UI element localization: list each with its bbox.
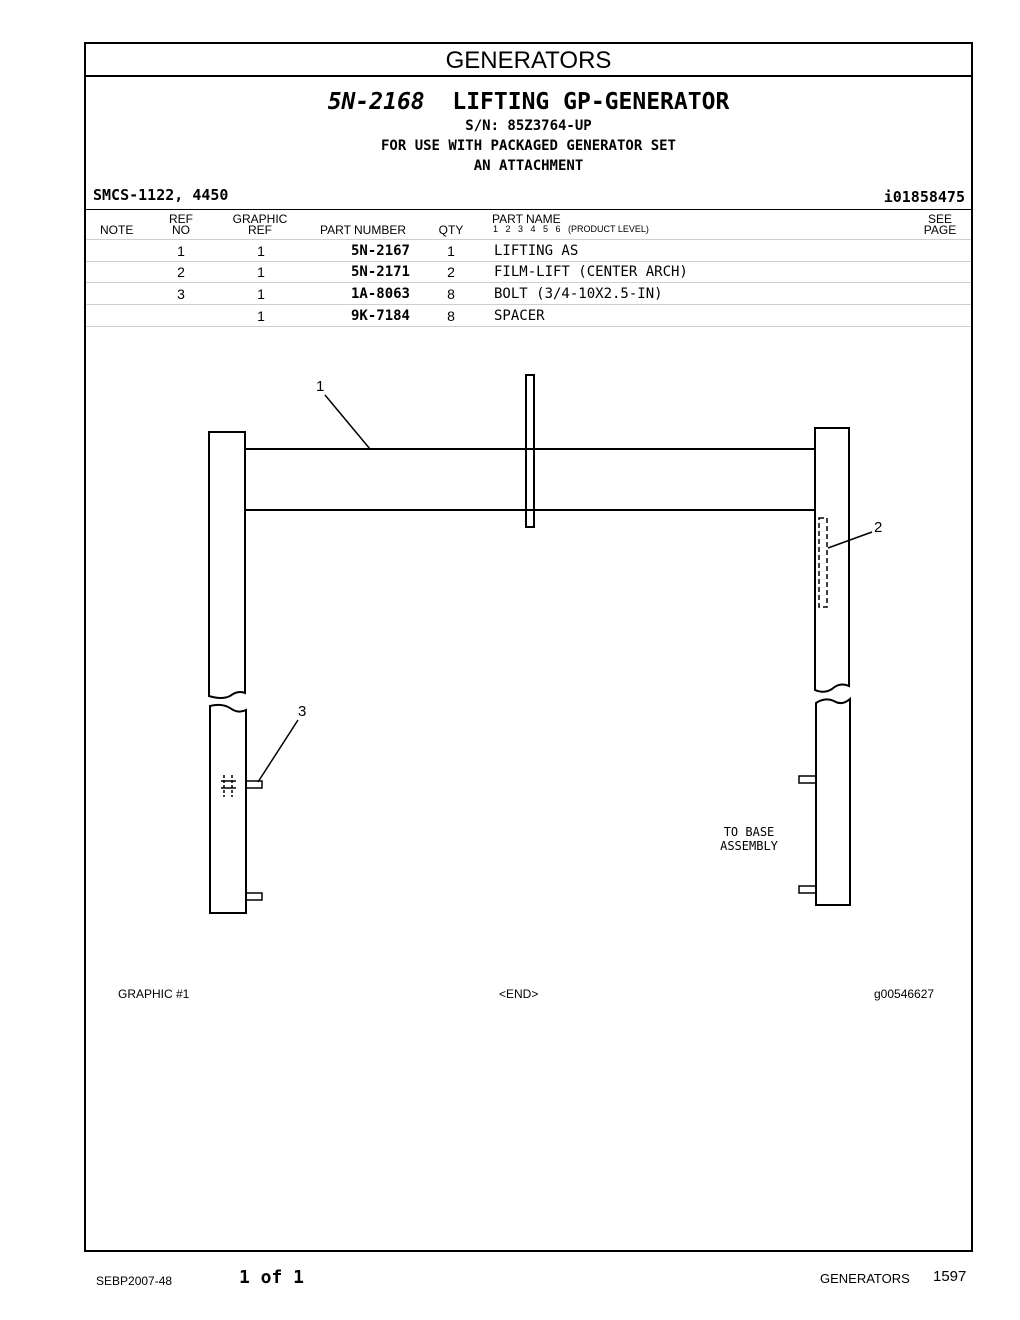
quantity: 2 — [447, 264, 455, 280]
col-graphic-ref-top: GRAPHIC — [232, 212, 288, 226]
left-upright-upper — [209, 432, 245, 698]
callout-2: 2 — [874, 519, 883, 536]
part-number: 5N-2171 — [350, 264, 410, 280]
col-ref-no-bottom: NO — [172, 223, 190, 237]
ref-no: 2 — [177, 264, 185, 280]
bolt-right-upper — [799, 776, 816, 783]
group-part-number: 5N-2168 — [327, 89, 425, 115]
bolt-left-lower — [246, 893, 262, 900]
bolt-left-upper — [246, 781, 262, 788]
illustration-id: i01858475 — [883, 188, 965, 206]
ref-no: 1 — [177, 243, 185, 259]
attachment-note: AN ATTACHMENT — [473, 158, 584, 174]
graphic-ref: 1 — [257, 308, 265, 324]
col-see-page-bottom: PAGE — [923, 223, 957, 237]
part-number: 9K-7184 — [350, 308, 410, 324]
col-part-name: PART NAME — [492, 212, 561, 226]
footer-section: GENERATORS — [820, 1271, 910, 1286]
graphic-caption: GRAPHIC #1 — [118, 987, 190, 1001]
usage-note: FOR USE WITH PACKAGED GENERATOR SET — [380, 138, 676, 154]
col-qty: QTY — [438, 223, 464, 237]
graphic-ref: 1 — [257, 286, 265, 302]
graphic-ref: 1 — [257, 243, 265, 259]
section-title: GENERATORS — [86, 44, 971, 77]
callout-3: 3 — [298, 703, 307, 720]
leader-line-3 — [258, 720, 298, 782]
part-name: FILM-LIFT (CENTER ARCH) — [494, 264, 688, 280]
left-upright-lower — [210, 705, 246, 913]
quantity: 1 — [447, 243, 455, 259]
col-product-level: 1 2 3 4 5 6 (PRODUCT LEVEL) — [493, 224, 649, 234]
graphic-ref: 1 — [257, 264, 265, 280]
group-title: LIFTING GP-GENERATOR — [452, 89, 730, 115]
col-see-page-top: SEE — [927, 212, 952, 226]
ref-no: 3 — [177, 286, 185, 302]
bolt-right-lower — [799, 886, 816, 893]
end-marker: <END> — [499, 987, 539, 1001]
col-part-number: PART NUMBER — [320, 223, 407, 237]
document-id: SEBP2007-48 — [96, 1274, 173, 1288]
right-upright-upper — [815, 428, 849, 692]
page-of-count: 1 of 1 — [239, 1267, 305, 1288]
col-graphic-ref-bottom: REF — [248, 223, 272, 237]
col-note: NOTE — [100, 223, 134, 237]
base-note-line1: TO BASE — [723, 825, 775, 839]
callout-1: 1 — [316, 378, 325, 395]
serial-number: S/N: 85Z3764-UP — [465, 118, 592, 134]
part-number: 5N-2167 — [350, 243, 410, 259]
quantity: 8 — [447, 286, 455, 302]
smcs-code: SMCS-1122, 4450 — [93, 186, 229, 204]
leader-line-1 — [325, 395, 370, 449]
part-name: LIFTING AS — [494, 243, 579, 259]
right-upright-lower — [816, 699, 850, 905]
part-name: BOLT (3/4-10X2.5-IN) — [494, 286, 663, 302]
base-note-line2: ASSEMBLY — [720, 839, 778, 853]
quantity: 8 — [447, 308, 455, 324]
film-lift-hidden — [819, 518, 827, 607]
page-number: 1597 — [933, 1268, 967, 1285]
part-name: SPACER — [494, 308, 545, 324]
part-number: 1A-8063 — [350, 286, 410, 302]
graphic-id: g00546627 — [874, 987, 935, 1001]
col-ref-no-top: REF — [169, 212, 193, 226]
center-lifting-plate — [526, 375, 534, 527]
